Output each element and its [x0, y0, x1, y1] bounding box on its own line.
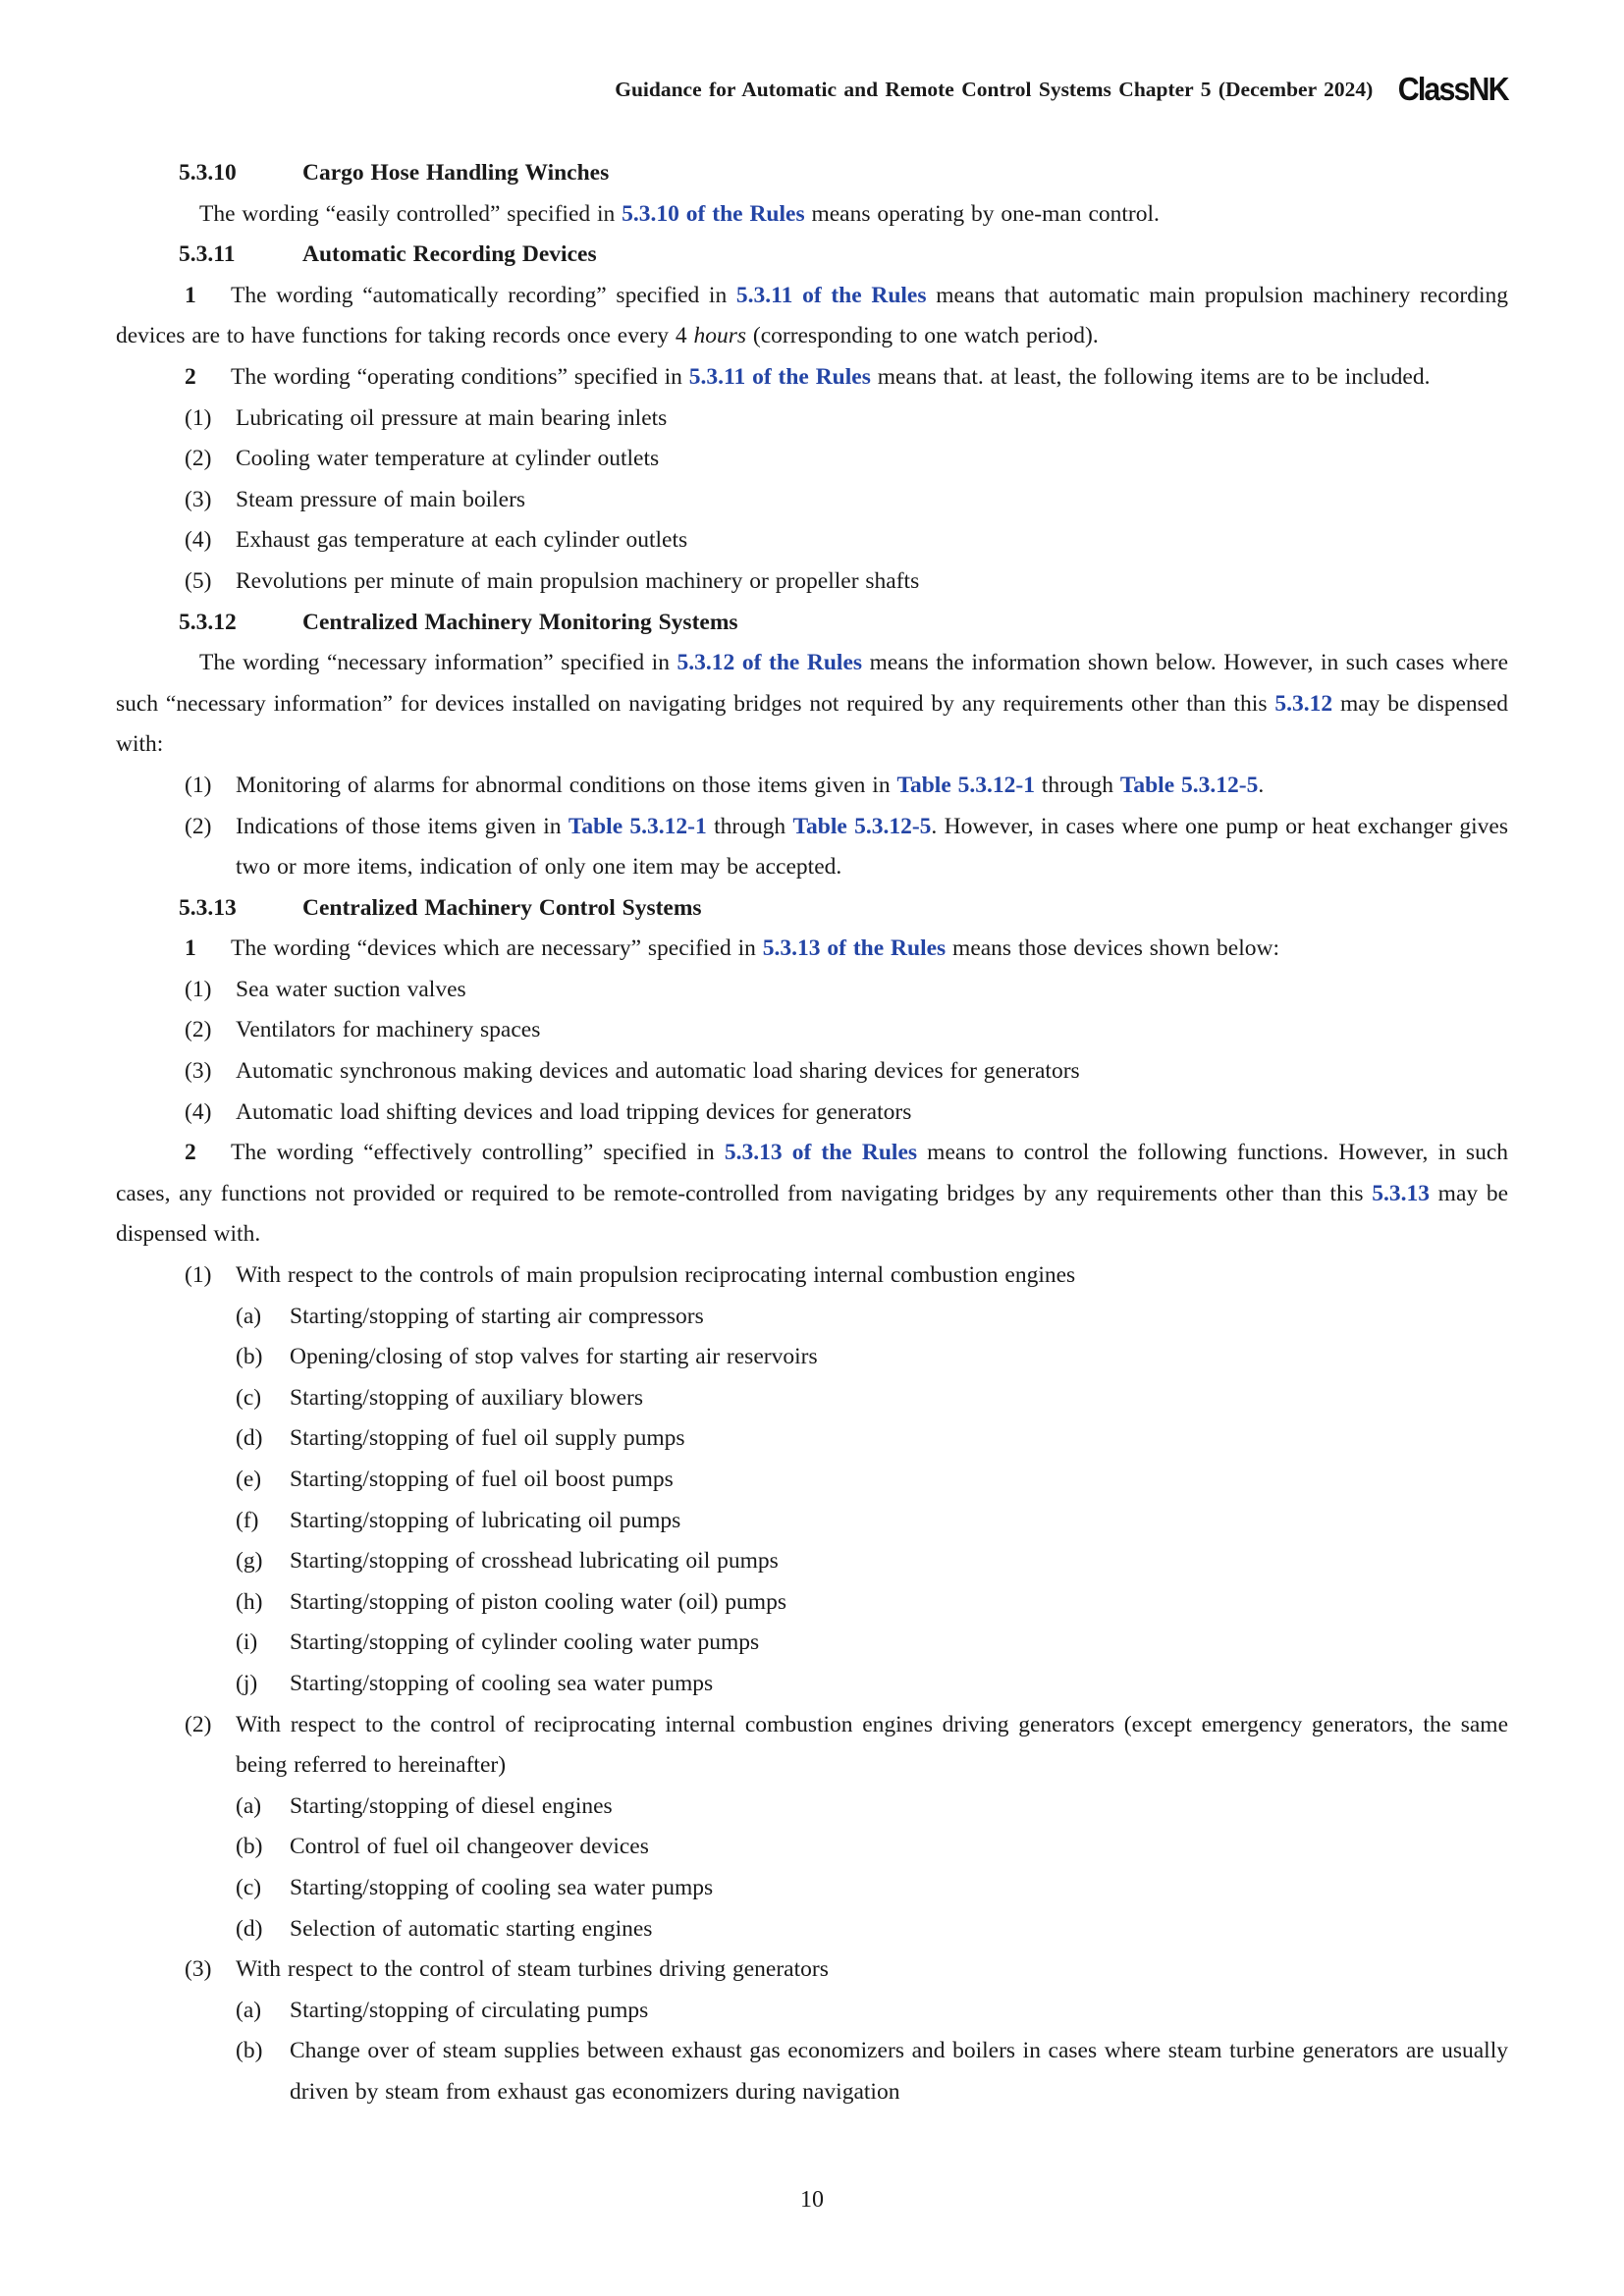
list-marker: (i) [236, 1629, 258, 1656]
list-item [116, 520, 1508, 561]
list-item [116, 1093, 1508, 1134]
text-segment: Revolutions per minute of main propulsion machinery or propeller shafts [236, 567, 920, 594]
text-segment: Monitoring of alarms for abnormal conditions on those items given in [236, 772, 897, 798]
text-segment: Starting/stopping of piston cooling water (oil) pumps [290, 1588, 786, 1615]
sub-list-item [116, 1337, 1508, 1378]
text-segment: Starting/stopping of auxiliary blowers [290, 1384, 644, 1411]
rule-reference-link[interactable]: 5.3.13 of the Rules [762, 935, 947, 962]
text-segment: Starting/stopping of starting air compressors [290, 1303, 704, 1329]
list-marker: (2) [185, 1711, 212, 1737]
section-title: Centralized Machinery Control Systems [302, 894, 702, 921]
sub-list-item [116, 1787, 1508, 1828]
list-item [116, 807, 1508, 888]
text-segment: Starting/stopping of fuel oil supply pumps [290, 1425, 685, 1452]
section-heading [116, 603, 1508, 644]
text-segment: The wording “automatically recording” specified in [231, 282, 736, 308]
sub-list-item [116, 1582, 1508, 1624]
rule-reference-link[interactable]: 5.3.13 [1372, 1180, 1430, 1206]
text-segment: Control of fuel oil changeover devices [290, 1834, 649, 1860]
sub-list-item [116, 1868, 1508, 1909]
list-marker: (c) [236, 1874, 262, 1900]
text-segment: Cooling water temperature at cylinder outlets [236, 446, 660, 472]
paragraph-number: 1 [185, 282, 196, 308]
text-segment: Starting/stopping of cooling sea water pumps [290, 1874, 714, 1900]
section-title: Cargo Hose Handling Winches [302, 160, 610, 186]
rule-reference-link[interactable]: Table 5.3.12-5 [792, 813, 932, 839]
text-segment: The wording “easily controlled” specified in [199, 200, 623, 227]
text-segment: through [706, 813, 793, 839]
list-marker: (c) [236, 1384, 262, 1411]
section-title: Centralized Machinery Monitoring Systems [302, 609, 738, 635]
list-marker: (4) [185, 1098, 212, 1125]
list-item [116, 1010, 1508, 1051]
list-marker: (d) [236, 1425, 263, 1452]
list-marker: (h) [236, 1588, 263, 1615]
text-segment: The wording “operating conditions” specified in [231, 363, 689, 390]
list-item [116, 561, 1508, 603]
list-item [116, 1255, 1508, 1297]
numbered-paragraph [116, 276, 1508, 357]
rule-reference-link[interactable]: 5.3.10 of the Rules [622, 200, 805, 227]
paragraph-number: 2 [185, 1140, 196, 1166]
text-segment: Sea water suction valves [236, 976, 466, 1002]
text-segment: means those devices shown below: [946, 935, 1279, 962]
section-number: 5.3.10 [179, 160, 237, 186]
paragraph [116, 194, 1508, 236]
text-segment: through [1034, 772, 1120, 798]
text-segment: . However, in cases where one pump or heat exchanger gives two or more items, indication of only one item may be accepted. [236, 813, 1508, 881]
numbered-paragraph [116, 929, 1508, 970]
text-segment: Starting/stopping of crosshead lubricating oil pumps [290, 1548, 779, 1575]
text-segment: The wording “devices which are necessary” specified in [231, 935, 763, 962]
text-segment: The wording “necessary information” specified in [199, 650, 677, 676]
list-marker: (d) [236, 1915, 263, 1942]
text-segment: Automatic synchronous making devices and automatic load sharing devices for generators [236, 1058, 1080, 1085]
section-title: Automatic Recording Devices [302, 241, 597, 268]
numbered-paragraph [116, 357, 1508, 399]
list-marker: (a) [236, 1303, 262, 1329]
list-marker: (a) [236, 1792, 262, 1819]
list-item [116, 766, 1508, 807]
text-segment: Starting/stopping of cylinder cooling water pumps [290, 1629, 760, 1656]
list-marker: (a) [236, 1997, 262, 2023]
list-marker: (2) [185, 446, 212, 472]
text-segment: With respect to the control of reciprocating internal combustion engines driving generators (except emergency generators, the same being referred to hereinafter) [236, 1711, 1508, 1779]
paragraph-number: 1 [185, 935, 196, 962]
page-header [116, 0, 1508, 108]
numbered-paragraph [116, 1133, 1508, 1255]
page-number: 10 [800, 2187, 824, 2213]
list-item [116, 439, 1508, 480]
list-marker: (1) [185, 404, 212, 431]
text-segment: Starting/stopping of cooling sea water pumps [290, 1670, 714, 1696]
sub-list-item [116, 2031, 1508, 2112]
sub-list-item [116, 1297, 1508, 1338]
rule-reference-link[interactable]: Table 5.3.12-1 [896, 772, 1035, 798]
list-item [116, 1949, 1508, 1991]
document-content [116, 153, 1508, 2113]
text-segment: Steam pressure of main boilers [236, 486, 526, 512]
list-marker: (b) [236, 1344, 263, 1370]
text-segment: hours [693, 323, 747, 349]
list-marker: (2) [185, 1017, 212, 1043]
list-marker: (2) [185, 813, 212, 839]
classnk-logo: ClassNK [1398, 71, 1508, 107]
sub-list-item [116, 1909, 1508, 1950]
text-segment: With respect to the control of steam turbines driving generators [236, 1956, 829, 1983]
section-number: 5.3.13 [179, 894, 237, 921]
list-marker: (3) [185, 1058, 212, 1085]
rule-reference-link[interactable]: 5.3.11 of the Rules [735, 282, 927, 308]
list-marker: (b) [236, 1834, 263, 1860]
sub-list-item [116, 1541, 1508, 1582]
section-number: 5.3.11 [179, 241, 236, 268]
sub-list-item [116, 1418, 1508, 1460]
header-title: Guidance for Automatic and Remote Control Systems Chapter 5 (December 2024) [615, 77, 1374, 101]
list-marker: (1) [185, 1262, 212, 1289]
text-segment: Starting/stopping of lubricating oil pumps [290, 1507, 681, 1533]
list-marker: (5) [185, 567, 212, 594]
paragraph-number: 2 [185, 363, 196, 390]
text-segment: Ventilators for machinery spaces [236, 1017, 541, 1043]
text-segment: Opening/closing of stop valves for starting air reservoirs [290, 1344, 818, 1370]
section-heading [116, 153, 1508, 194]
sub-list-item [116, 1623, 1508, 1664]
list-marker: (4) [185, 527, 212, 554]
text-segment: may be dispensed with. [116, 1180, 1509, 1248]
page-footer [0, 2187, 1624, 2214]
list-marker: (3) [185, 1956, 212, 1983]
text-segment: Automatic load shifting devices and load tripping devices for generators [236, 1098, 912, 1125]
rule-reference-link[interactable]: 5.3.12 [1274, 690, 1333, 717]
list-marker: (e) [236, 1467, 262, 1492]
rule-reference-link[interactable]: Table 5.3.12-1 [568, 813, 707, 839]
text-segment: may be dispensed with: [116, 690, 1508, 758]
list-marker: (1) [185, 772, 212, 798]
text-segment: . [1258, 772, 1265, 798]
list-marker: (1) [185, 976, 212, 1002]
rule-reference-link[interactable]: 5.3.11 of the Rules [688, 363, 871, 390]
sub-list-item [116, 1991, 1508, 2032]
text-segment: Selection of automatic starting engines [290, 1915, 653, 1942]
list-marker: (g) [236, 1548, 263, 1575]
text-segment: Starting/stopping of circulating pumps [290, 1997, 649, 2023]
text-segment: means to control the following functions. However, in such cases, any functions not provided or required to be remote-controlled from navigating bridges by any requirements other than this [116, 1140, 1508, 1206]
text-segment: The wording “effectively controlling” specified in [231, 1140, 725, 1166]
text-segment: (corresponding to one watch period). [746, 323, 1099, 349]
text-segment: Indications of those items given in [236, 813, 568, 839]
list-item [116, 1705, 1508, 1787]
text-segment: means that. at least, the following items are to be included. [870, 363, 1431, 390]
text-segment: means the information shown below. However, in such cases where such “necessary information” for devices installed on navigating bridges not required by any requirements other than this [116, 650, 1508, 717]
section-heading [116, 888, 1508, 930]
list-item [116, 399, 1508, 440]
section-number: 5.3.12 [179, 609, 237, 635]
list-marker: (f) [236, 1507, 259, 1533]
text-segment: Exhaust gas temperature at each cylinder outlets [236, 527, 688, 554]
list-marker: (3) [185, 486, 212, 512]
text-segment: Lubricating oil pressure at main bearing inlets [236, 404, 668, 431]
rule-reference-link[interactable]: 5.3.12 of the Rules [677, 650, 863, 676]
list-item [116, 970, 1508, 1011]
sub-list-item [116, 1501, 1508, 1542]
section-heading [116, 235, 1508, 276]
text-segment: With respect to the controls of main propulsion reciprocating internal combustion engines [236, 1262, 1076, 1289]
rule-reference-link[interactable]: 5.3.13 of the Rules [724, 1140, 918, 1166]
list-item [116, 1051, 1508, 1093]
list-marker: (b) [236, 2038, 263, 2064]
text-segment: Starting/stopping of diesel engines [290, 1792, 613, 1819]
sub-list-item [116, 1664, 1508, 1705]
paragraph [116, 643, 1508, 766]
text-segment: means that automatic main propulsion machinery recording devices are to have functions for taking records once every 4 [116, 282, 1509, 349]
sub-list-item [116, 1378, 1508, 1419]
text-segment: means operating by one-man control. [804, 200, 1160, 227]
list-item [116, 480, 1508, 521]
sub-list-item [116, 1460, 1508, 1501]
sub-list-item [116, 1827, 1508, 1868]
text-segment: Starting/stopping of fuel oil boost pumps [290, 1467, 674, 1492]
rule-reference-link[interactable]: Table 5.3.12-5 [1119, 772, 1259, 798]
list-marker: (j) [236, 1670, 258, 1696]
text-segment: Change over of steam supplies between exhaust gas economizers and boilers in cases where steam turbine generators are usually driven by steam from exhaust gas economizers during navigation [290, 2038, 1508, 2105]
